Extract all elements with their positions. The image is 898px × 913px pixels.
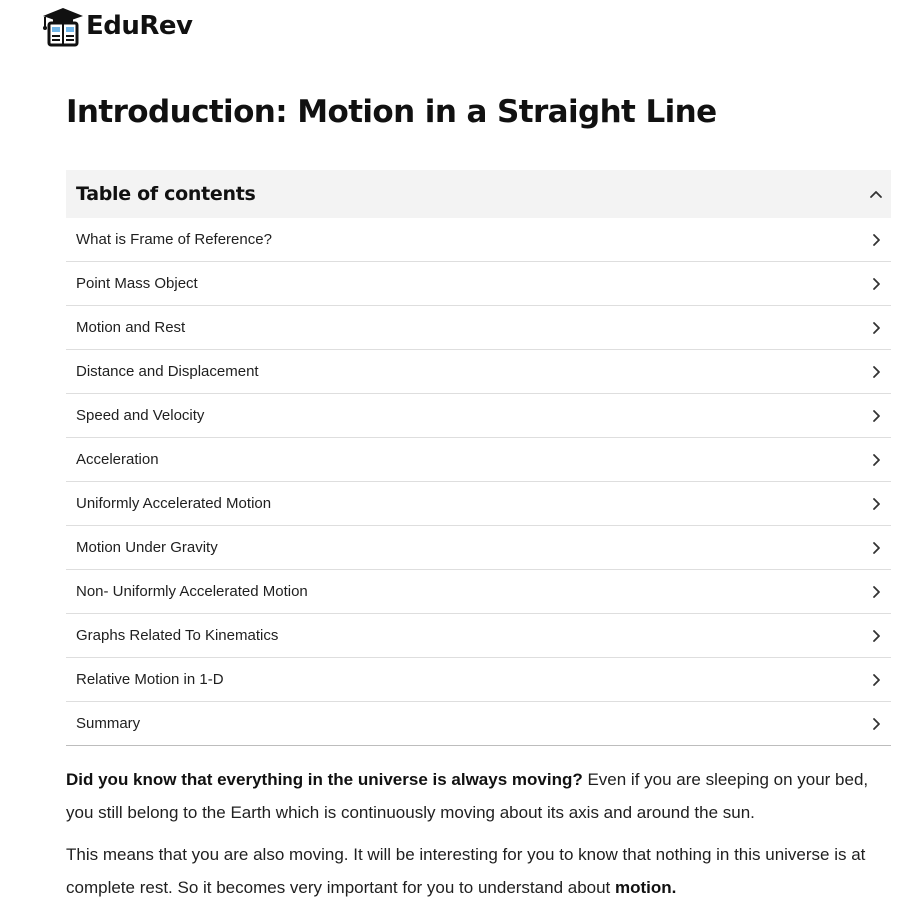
- toc-item-point-mass-object[interactable]: [66, 262, 891, 306]
- intro-text: Even if you are sleeping on your bed, you still belong to the Earth which is continuously moving about its axis and around the sun.: [66, 770, 869, 822]
- toc-item-non-uniformly-accelerated-motion[interactable]: [66, 570, 891, 614]
- toc-item-label: Point Mass Object: [76, 275, 198, 292]
- second-text: This means that you are also moving. It will be interesting for you to know that nothing in this universe is at complete rest. So it becomes very important for you to understand about: [66, 845, 866, 897]
- chevron-right-icon: [869, 321, 883, 335]
- chevron-right-icon: [869, 497, 883, 511]
- chevron-up-icon[interactable]: [869, 187, 883, 201]
- motion-keyword: motion.: [615, 878, 677, 897]
- chevron-right-icon: [869, 585, 883, 599]
- toc-item-label: Speed and Velocity: [76, 407, 205, 424]
- toc-item-label: Distance and Displacement: [76, 363, 259, 380]
- toc-item-label: Relative Motion in 1-D: [76, 671, 224, 688]
- toc-item-motion-under-gravity[interactable]: [66, 526, 891, 570]
- toc-item-label: Uniformly Accelerated Motion: [76, 495, 272, 512]
- chevron-right-icon: [869, 541, 883, 555]
- brand-name: EduRev: [86, 11, 193, 41]
- chevron-right-icon: [869, 277, 883, 291]
- toc-item-acceleration[interactable]: [66, 438, 891, 482]
- toc-item-frame-of-reference[interactable]: [66, 218, 891, 262]
- toc-list: [66, 218, 891, 746]
- toc-title: Table of contents: [76, 183, 256, 205]
- toc-item-label: Non- Uniformly Accelerated Motion: [76, 583, 308, 600]
- toc-item-label: Motion Under Gravity: [76, 539, 218, 556]
- toc-item-summary[interactable]: [66, 702, 891, 746]
- toc-item-label: Acceleration: [76, 451, 159, 468]
- toc-item-uniformly-accelerated-motion[interactable]: [66, 482, 891, 526]
- article-body: [66, 763, 891, 913]
- chevron-right-icon: [869, 453, 883, 467]
- toc-item-distance-and-displacement[interactable]: [66, 350, 891, 394]
- intro-paragraph: [66, 763, 891, 829]
- graduation-cap-logo-icon: [40, 5, 84, 47]
- edurev-logo[interactable]: [40, 5, 192, 47]
- second-paragraph: [66, 838, 891, 904]
- toc-item-relative-motion-1d[interactable]: [66, 658, 891, 702]
- toc-item-motion-and-rest[interactable]: [66, 306, 891, 350]
- chevron-right-icon: [869, 365, 883, 379]
- table-of-contents: [66, 170, 891, 746]
- toc-item-label: Motion and Rest: [76, 319, 186, 336]
- toc-item-speed-and-velocity[interactable]: [66, 394, 891, 438]
- toc-item-graphs-related-to-kinematics[interactable]: [66, 614, 891, 658]
- toc-header[interactable]: [66, 170, 891, 218]
- page-title: Introduction: Motion in a Straight Line: [66, 94, 717, 130]
- toc-item-label: Summary: [76, 715, 141, 732]
- intro-question: Did you know that everything in the universe is always moving?: [66, 770, 583, 789]
- toc-item-label: What is Frame of Reference?: [76, 231, 272, 248]
- toc-item-label: Graphs Related To Kinematics: [76, 627, 279, 644]
- chevron-right-icon: [869, 233, 883, 247]
- chevron-right-icon: [869, 409, 883, 423]
- chevron-right-icon: [869, 629, 883, 643]
- chevron-right-icon: [869, 717, 883, 731]
- chevron-right-icon: [869, 673, 883, 687]
